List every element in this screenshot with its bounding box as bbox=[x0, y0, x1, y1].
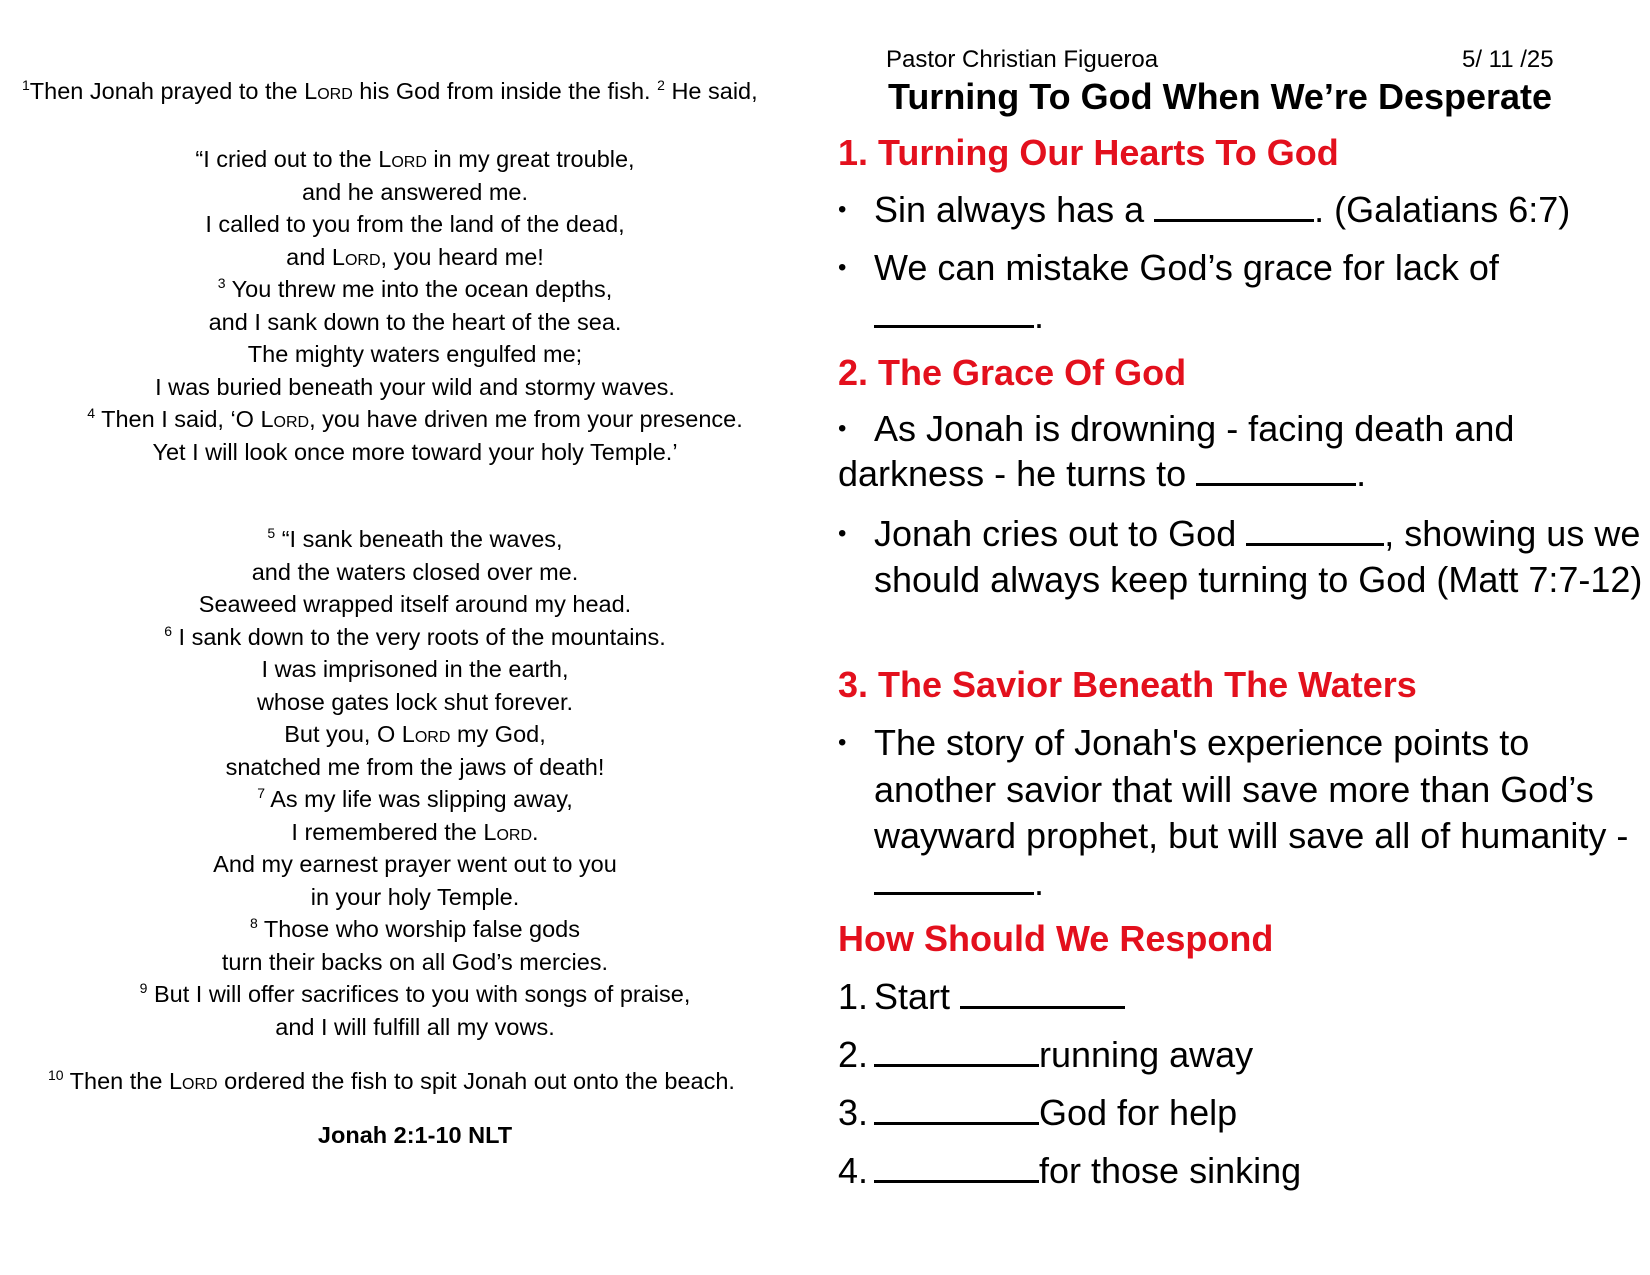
poem-stanza-1 bbox=[0, 143, 830, 468]
fill-in-blank bbox=[874, 1096, 1039, 1125]
poem-line: and I will fulfill all my vows. bbox=[275, 1013, 555, 1040]
verse-number: 10 bbox=[48, 1067, 64, 1084]
fill-in-blank bbox=[1196, 457, 1356, 486]
fill-in-blank bbox=[960, 980, 1125, 1009]
poem-line: and he answered me. bbox=[301, 178, 528, 205]
poem-line: Yet I will look once more toward your holy Temple.’ bbox=[152, 438, 678, 465]
poem-line: and I sank down to the heart of the sea. bbox=[208, 308, 622, 335]
pastor-name: Pastor Christian Figueroa bbox=[886, 46, 1159, 73]
poem-line: $^8$ Those who worship false gods bbox=[249, 915, 580, 942]
section-heading-respond: How Should We Respond bbox=[838, 918, 1274, 959]
fill-in-blank bbox=[874, 1154, 1039, 1183]
sermon-notes-column bbox=[830, 0, 1650, 1275]
bullet-icon: • bbox=[838, 520, 847, 547]
poem-line: $^6$ I sank down to the very roots of the mountains. bbox=[164, 622, 666, 650]
poem-line: I was buried beneath your wild and stormy waves. bbox=[155, 373, 675, 400]
verse-number: 3 bbox=[217, 275, 226, 292]
scripture-intro: $^1$Then Jonah prayed to the Lord his God from inside the fish. $^2$ He said, bbox=[22, 77, 758, 104]
bullet-icon: • bbox=[838, 254, 847, 281]
response-item: 4. for those sinking bbox=[838, 1150, 1302, 1191]
poem-line: “I cried out to the Lord in my great trouble, bbox=[195, 146, 635, 172]
verse-number: 2 bbox=[657, 77, 665, 94]
section-heading-3: 3. The Savior Beneath The Waters bbox=[838, 664, 1417, 705]
poem-line: Seaweed wrapped itself around my head. bbox=[198, 591, 632, 617]
poem-line: $^3$ You threw me into the ocean depths, bbox=[217, 275, 613, 302]
bullet-item: • The story of Jonah's experience points to another savior that will save more than God’s wayward prophet, but will save all of humanity - . bbox=[838, 722, 1629, 903]
poem-line: and the waters closed over me. bbox=[251, 558, 579, 585]
poem-line: I was imprisoned in the earth, bbox=[261, 656, 569, 682]
poem-line: in your holy Temple. bbox=[310, 883, 520, 910]
bullet-item: • As Jonah is drowning - facing death and darkness - he turns to . bbox=[838, 408, 1515, 494]
poem-stanza-2 bbox=[0, 523, 830, 1043]
verse-number: 9 bbox=[139, 980, 148, 997]
response-item: 1. Start bbox=[838, 976, 1125, 1018]
fill-in-blank bbox=[874, 299, 1034, 328]
fill-in-blank bbox=[1246, 517, 1384, 546]
poem-line: turn their backs on all God’s mercies. bbox=[221, 948, 609, 975]
poem-line: I remembered the Lord. bbox=[291, 818, 539, 845]
fill-in-blank bbox=[1154, 193, 1314, 222]
response-item: 2. running away bbox=[838, 1034, 1254, 1075]
poem-line: and Lord, you heard me! bbox=[286, 243, 544, 270]
fill-in-blank bbox=[874, 1038, 1039, 1067]
bullet-item: • Sin always has a . (Galatians 6:7) bbox=[838, 186, 1643, 234]
bullet-icon: • bbox=[838, 729, 847, 756]
section-heading-2: 2. The Grace Of God bbox=[838, 352, 1187, 393]
poem-line: $^9$ But I will offer sacrifices to you with songs of praise, bbox=[139, 980, 691, 1007]
scripture-closing: $^{10}$ Then the Lord ordered the fish to spit Jonah out onto the beach. bbox=[48, 1067, 735, 1094]
sermon-title: Turning To God When We’re Desperate bbox=[888, 76, 1553, 117]
response-item: 3. God for help bbox=[838, 1092, 1238, 1133]
poem-line: But you, O Lord my God, bbox=[284, 721, 546, 747]
verse-number: 6 bbox=[164, 622, 173, 639]
bullet-icon: • bbox=[838, 415, 847, 442]
poem-line: And my earnest prayer went out to you bbox=[213, 851, 617, 877]
verse-number: 1 bbox=[22, 77, 30, 94]
verse-number: 4 bbox=[87, 405, 96, 422]
sermon-date: 5/ 11 /25 bbox=[1462, 46, 1554, 73]
fill-in-blank bbox=[874, 866, 1034, 895]
section-heading-1: 1. Turning Our Hearts To God bbox=[838, 132, 1339, 173]
poem-line: $^5$ “I sank beneath the waves, bbox=[267, 525, 563, 552]
bullet-item: • Jonah cries out to God , showing us we should always keep turning to God (Matt 7:7-12) bbox=[838, 513, 1643, 600]
scripture-reference: Jonah 2:1-10 NLT bbox=[317, 1122, 513, 1148]
poem-line: $^4$ Then I said, ‘O Lord, you have driven me from your presence. bbox=[87, 405, 743, 432]
poem-line: snatched me from the jaws of death! bbox=[225, 753, 605, 780]
poem-line: I called to you from the land of the dead, bbox=[205, 211, 625, 237]
bullet-icon: • bbox=[838, 196, 847, 223]
bullet-item: • We can mistake God’s grace for lack of . bbox=[838, 244, 1643, 340]
poem-line: $^7$ As my life was slipping away, bbox=[257, 785, 573, 812]
verse-number: 7 bbox=[257, 785, 265, 802]
verse-number: 5 bbox=[267, 525, 276, 542]
poem-line: The mighty waters engulfed me; bbox=[247, 341, 583, 367]
poem-line: whose gates lock shut forever. bbox=[256, 688, 574, 715]
verse-number: 8 bbox=[249, 915, 258, 932]
